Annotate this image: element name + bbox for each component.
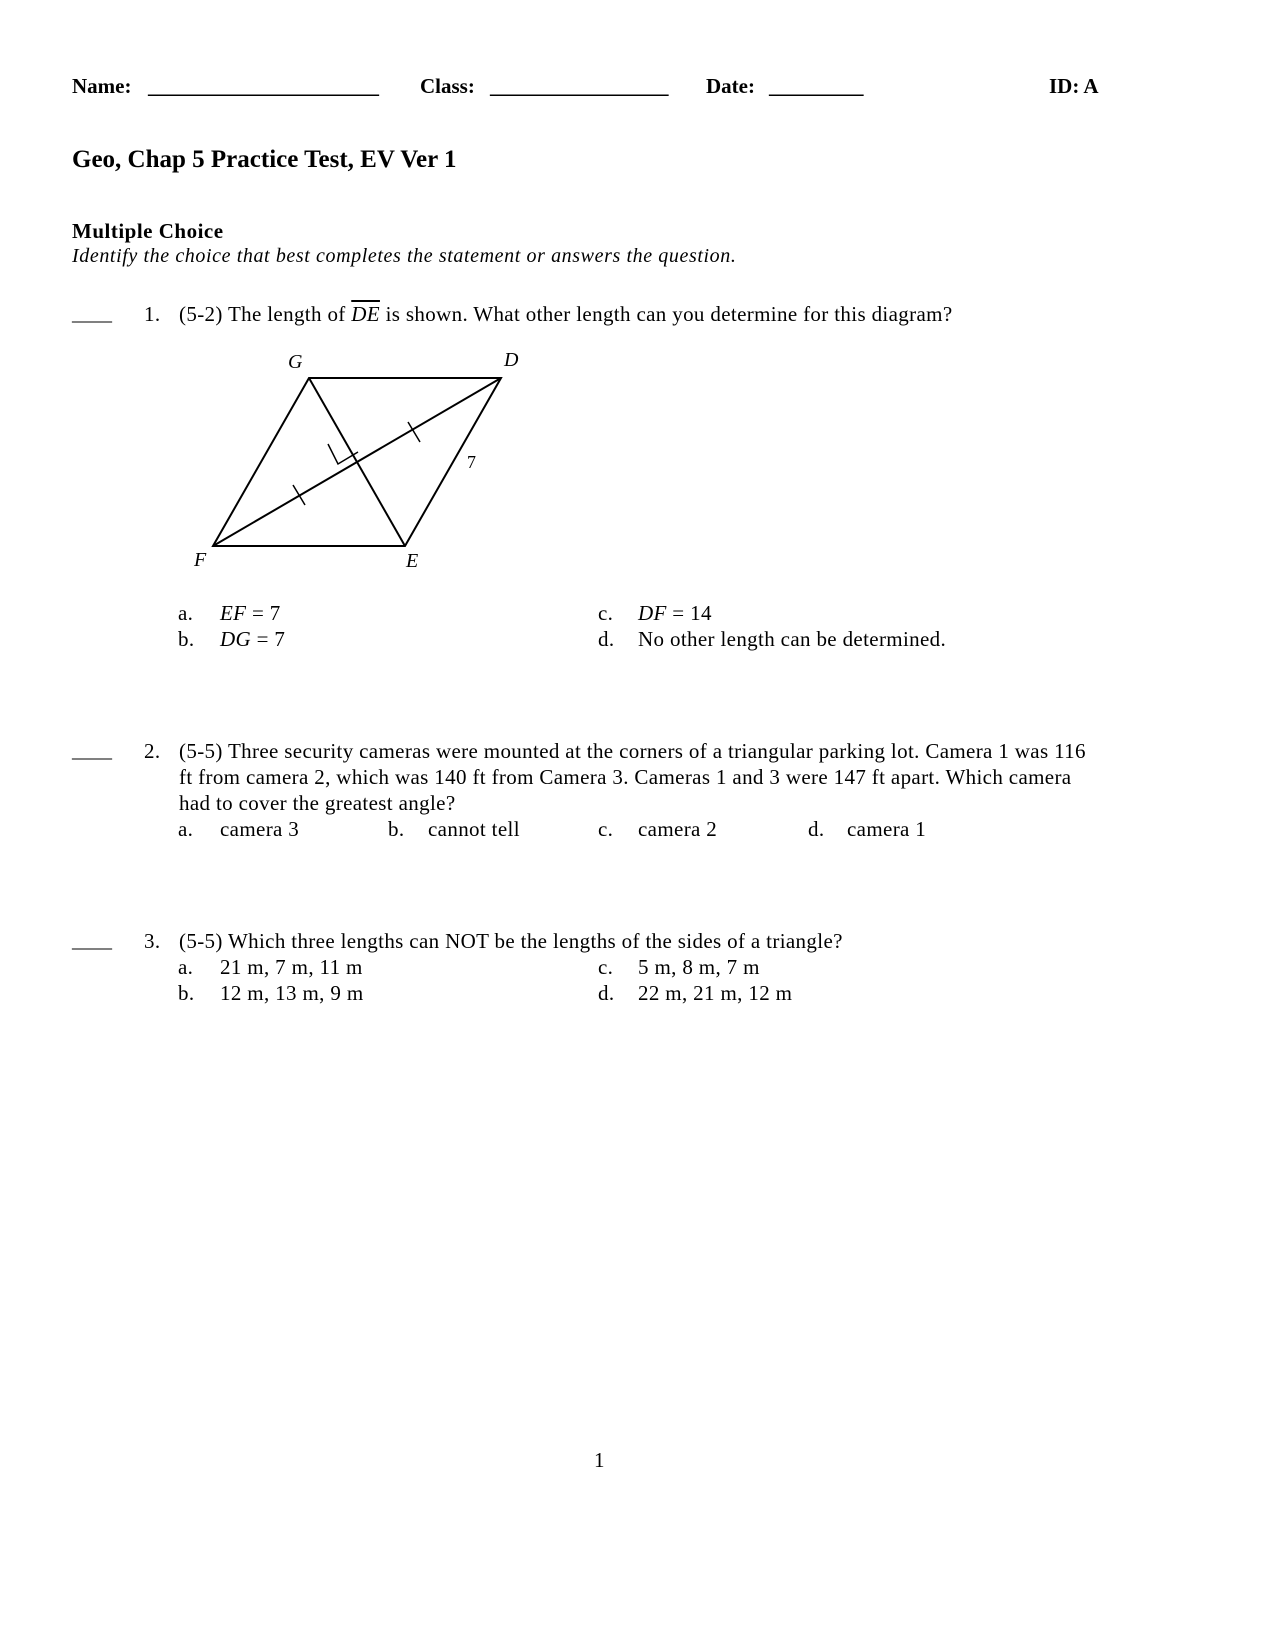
question-text-line: ft from camera 2, which was 140 ft from Camera 3. Cameras 1 and 3 were 147 ft apart. Which camera: [179, 765, 1072, 789]
choice-b[interactable]: cannot tell: [428, 817, 520, 841]
choice-c[interactable]: 5 m, 8 m, 7 m: [638, 955, 760, 979]
choice-letter: d.: [598, 627, 615, 651]
choice-var: EF: [220, 601, 247, 625]
class-label: Class:: [420, 74, 475, 98]
choice-d[interactable]: camera 1: [847, 817, 927, 841]
choice-letter: c.: [598, 955, 614, 979]
question-text: (5-5) Which three lengths can NOT be the lengths of the sides of a triangle?: [179, 929, 843, 953]
choice-var: DG: [220, 627, 252, 651]
choice-letter: b.: [388, 817, 405, 841]
vertex-label-d: D: [504, 349, 519, 371]
choice-a[interactable]: [220, 601, 281, 626]
section-instructions: Identify the choice that best completes the statement or answers the question.: [72, 245, 737, 267]
choice-c[interactable]: camera 2: [638, 817, 718, 841]
date-label: Date:: [706, 74, 755, 98]
question-number: 2.: [144, 739, 161, 763]
id-label: ID: A: [1049, 74, 1099, 98]
tick-mark-lower: [293, 485, 305, 505]
choice-letter: a.: [178, 955, 194, 979]
choice-letter: b.: [178, 627, 195, 651]
answer-blank[interactable]: ____: [72, 303, 112, 325]
page-title: Geo, Chap 5 Practice Test, EV Ver 1: [72, 146, 457, 173]
question-number: 1.: [144, 302, 161, 326]
section-heading: Multiple Choice: [72, 219, 224, 243]
vertex-label-e: E: [406, 550, 419, 572]
right-angle-mark: [328, 444, 358, 464]
choice-b[interactable]: 12 m, 13 m, 9 m: [220, 981, 364, 1005]
choice-d[interactable]: No other length can be determined.: [638, 627, 947, 651]
vertex-label-g: G: [288, 351, 303, 373]
choice-letter: d.: [808, 817, 825, 841]
choice-letter: c.: [598, 817, 614, 841]
choice-letter: a.: [178, 601, 194, 625]
choice-letter: b.: [178, 981, 195, 1005]
question-text: [179, 302, 953, 327]
answer-blank[interactable]: ____: [72, 930, 112, 952]
segment-de: $\overline{DE}$: [351, 302, 380, 326]
choice-b[interactable]: [220, 627, 285, 652]
question-text-line: had to cover the greatest angle?: [179, 791, 456, 815]
answer-blank[interactable]: ____: [72, 740, 112, 762]
vertex-label-f: F: [194, 549, 207, 571]
diagonal-ge: [309, 378, 405, 546]
choice-a[interactable]: camera 3: [220, 817, 300, 841]
name-blank[interactable]: ______________________: [148, 74, 379, 98]
question-text-line: (5-5) Three security cameras were mounted at the corners of a triangular parking lot. Camera 1 was 116: [179, 739, 1086, 763]
question-text-start: (5-2) The length of: [179, 302, 346, 326]
question-number: 3.: [144, 929, 161, 953]
choice-letter: d.: [598, 981, 615, 1005]
question-text-end: is shown. What other length can you determine for this diagram?: [385, 302, 953, 326]
choice-var: DF: [638, 601, 667, 625]
choice-rest: = 7: [246, 601, 281, 625]
choice-a[interactable]: 21 m, 7 m, 11 m: [220, 955, 363, 979]
choice-letter: a.: [178, 817, 194, 841]
choice-letter: c.: [598, 601, 614, 625]
choice-rest: = 7: [251, 627, 286, 651]
rhombus-diagram: [180, 340, 540, 580]
choice-d[interactable]: 22 m, 21 m, 12 m: [638, 981, 793, 1005]
name-label: Name:: [72, 74, 132, 98]
choice-rest: = 14: [666, 601, 712, 625]
date-blank[interactable]: _________: [769, 74, 864, 98]
side-length-label: 7: [467, 452, 476, 472]
class-blank[interactable]: _________________: [490, 74, 669, 98]
choice-c[interactable]: [638, 601, 712, 626]
page-number: 1: [594, 1448, 605, 1472]
